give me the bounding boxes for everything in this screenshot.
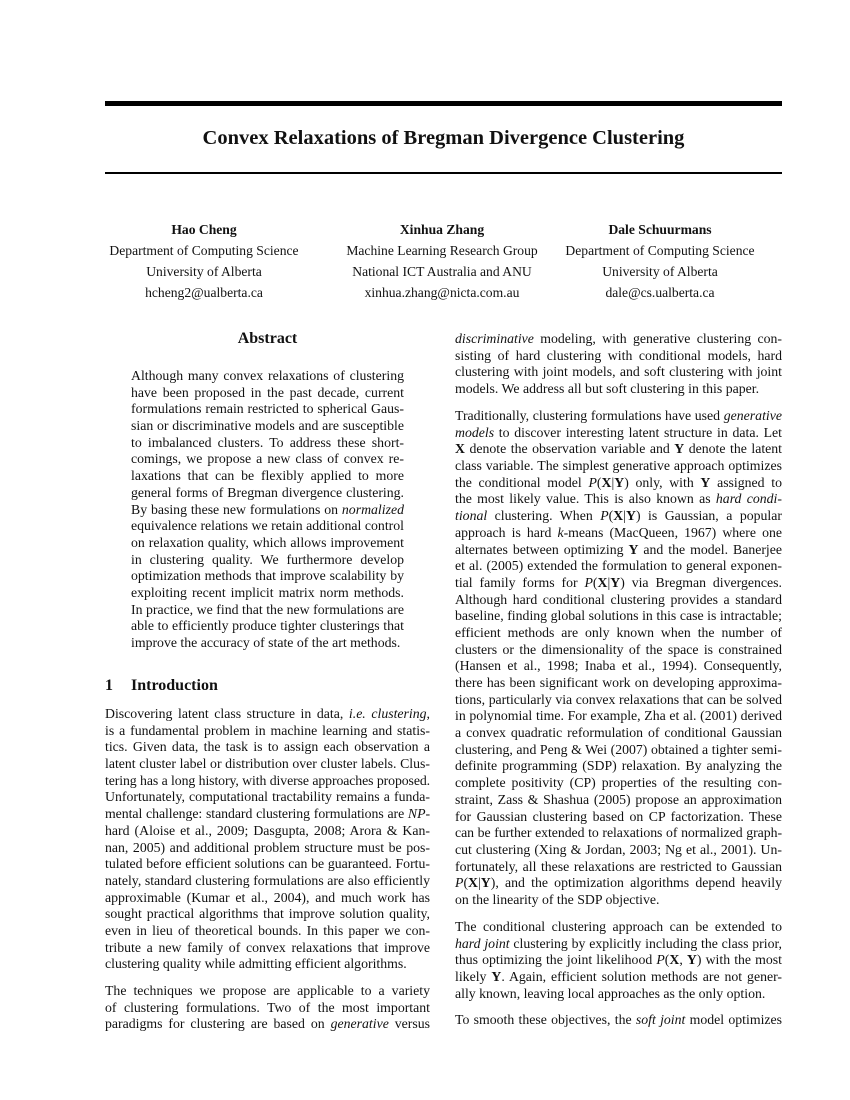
- text-line: [455, 825, 782, 842]
- text-line: [455, 952, 782, 969]
- text-run: baseline, finding global solutions in this case is intractable;: [455, 608, 782, 624]
- text-run: ), and the optimization algorithms depend heavily: [490, 875, 782, 891]
- author-institution: National ICT Australia and ANU: [352, 264, 532, 279]
- text-run: definite programming (SDP) relaxation. By analyzing the: [455, 758, 782, 774]
- bold-symbol: Y: [674, 441, 685, 457]
- title-top-rule: [105, 101, 782, 106]
- text-run: |: [623, 508, 626, 524]
- text-run: on the linearity of the SDP objective.: [455, 891, 660, 907]
- text-line: [105, 890, 430, 907]
- italic-text: hard joint: [455, 935, 510, 951]
- text-line: [455, 758, 782, 775]
- text-line: [105, 789, 430, 806]
- text-run: efficient methods are only known when the number of: [455, 624, 782, 640]
- text-line: [131, 401, 404, 418]
- text-run: exploiting recent implicit matrix norm methods.: [131, 584, 404, 600]
- text-run: tial family forms for: [455, 574, 585, 590]
- text-run: approximable (Kumar et al., 2004), and much work has: [105, 889, 430, 905]
- text-run: on relaxation quality, which allows improvement: [131, 534, 404, 550]
- text-run: nan, 2005) and additional problem structure must be pos-: [105, 839, 430, 855]
- body-paragraph: [455, 1012, 782, 1029]
- text-line: [105, 1016, 430, 1033]
- text-run: ,: [679, 952, 687, 968]
- text-line: [105, 739, 430, 756]
- text-line: [455, 936, 782, 953]
- text-run: |: [478, 875, 481, 891]
- text-line: [455, 809, 782, 826]
- text-line: [455, 491, 782, 508]
- text-run: for Gaussian clustering based on CP factorization. These: [455, 808, 782, 824]
- text-run: clustering with joint models, and soft clustering with joint: [455, 364, 782, 380]
- abstract-paragraph: [131, 368, 404, 652]
- text-line: [455, 859, 782, 876]
- text-line: [455, 364, 782, 381]
- bold-symbol: X: [613, 508, 624, 524]
- text-run: . Again, efficient solution methods are not gener-: [501, 969, 783, 985]
- text-run: have been proposed in the past decade, current: [131, 384, 404, 400]
- text-run: models. We address all but soft clustering in this paper.: [455, 381, 760, 397]
- author-email[interactable]: dale@cs.ualberta.ca: [605, 285, 715, 300]
- author-name: Xinhua Zhang: [399, 222, 485, 237]
- text-run: |: [611, 474, 615, 490]
- italic-text: generative: [723, 408, 782, 423]
- text-run: in polynomial time. For example, Zha et al. (2001) derived: [455, 708, 782, 724]
- text-run: nately, standard clustering formulations are also efficiently: [105, 872, 430, 888]
- math-symbol: P: [600, 508, 609, 524]
- text-line: [455, 408, 782, 425]
- text-run: Traditionally, clustering formulations have used: [455, 408, 724, 423]
- text-run: ) is Gaussian, a popular: [635, 508, 782, 524]
- text-line: [131, 618, 404, 635]
- text-line: [131, 418, 404, 435]
- bold-symbol: X: [597, 574, 608, 590]
- author-email[interactable]: xinhua.zhang@nicta.com.au: [364, 285, 520, 300]
- text-run: latent cluster label or distribution over cluster labels. Clus-: [105, 756, 430, 772]
- text-run: thus optimizing the joint likelihood: [455, 952, 657, 968]
- text-line: [105, 806, 430, 823]
- text-line: [455, 658, 782, 675]
- text-run: model optimizes: [685, 1012, 783, 1027]
- italic-text: models: [455, 424, 495, 440]
- introduction-heading: [105, 676, 218, 696]
- text-run: sisting of hard clustering with conditional models, hard: [455, 347, 782, 363]
- text-line: [105, 906, 430, 923]
- text-run: cut clustering (Xing & Jordan, 2003; Ng et al., 2001). Un-: [455, 841, 782, 857]
- body-paragraph: [105, 983, 430, 1033]
- text-run: mental challenge: standard clustering formulations are: [105, 806, 408, 822]
- text-run: (: [608, 508, 614, 524]
- text-run: By basing these new formulations on: [131, 501, 342, 517]
- text-line: [455, 642, 782, 659]
- text-run: there has been significant work on developing approxima-: [455, 675, 782, 690]
- text-run: approach is hard: [455, 524, 558, 540]
- text-run: formulations remain restricted to spherical Gaus-: [131, 401, 404, 417]
- author-block: [94, 219, 314, 303]
- text-line: [131, 568, 404, 585]
- text-run: to discover interesting latent structure in data. Let: [494, 424, 782, 440]
- text-run: modeling, with generative clustering con-: [533, 331, 782, 346]
- text-run: able to efficiently produce tighter clusterings that: [131, 618, 404, 634]
- italic-text: hard condi-: [715, 491, 782, 507]
- text-run: denote the observation variable and: [464, 441, 675, 457]
- italic-text: NP: [407, 806, 426, 822]
- text-line: [131, 451, 404, 468]
- text-run: paradigms for clustering are based on: [105, 1016, 331, 1032]
- text-line: [455, 381, 782, 398]
- text-line: [105, 823, 430, 840]
- text-line: [455, 892, 782, 909]
- text-run: sian or discriminative models and are susceptible: [131, 418, 404, 434]
- section-title: Introduction: [131, 677, 218, 694]
- text-line: [455, 475, 782, 492]
- italic-text: discriminative: [455, 331, 534, 346]
- text-run: tering has a long history, with diverse approaches proposed.: [105, 772, 430, 788]
- italic-text: tional: [455, 508, 488, 524]
- text-run: ) only, with: [624, 474, 701, 490]
- text-run: even in lieu of theoretical bounds. In this paper we con-: [105, 922, 430, 938]
- text-run: (: [463, 875, 469, 891]
- bold-symbol: Y: [700, 474, 711, 490]
- text-run: of clustering formulations. Two of the most important: [105, 999, 430, 1015]
- text-run: tions, particularly via convex relaxations that can be solved: [455, 691, 782, 707]
- text-line: [131, 368, 404, 385]
- text-run: optimization methods that improve scalability by: [131, 568, 404, 584]
- text-line: [131, 635, 404, 652]
- author-affiliation: Department of Computing Science: [109, 243, 299, 258]
- text-run: tulated before efficient solutions can be guaranteed. Fortu-: [105, 856, 430, 872]
- text-line: [455, 986, 782, 1003]
- bold-symbol: Y: [628, 541, 639, 557]
- text-line: [455, 458, 782, 475]
- text-line: [105, 756, 430, 773]
- text-run: -: [425, 806, 430, 822]
- math-symbol: k: [557, 524, 564, 540]
- text-line: [455, 542, 782, 559]
- text-run: a convex quadratic reformulation of conditional Gaussian: [455, 725, 782, 741]
- text-line: [455, 592, 782, 609]
- text-line: [455, 708, 782, 725]
- author-affiliation: Machine Learning Research Group: [346, 243, 538, 258]
- body-paragraph: [455, 408, 782, 909]
- text-run: clustering, and Peng & Wei (2007) obtained a tighter semi-: [455, 741, 782, 757]
- text-line: [105, 706, 430, 723]
- author-block: [332, 219, 552, 303]
- bold-symbol: Y: [610, 574, 621, 590]
- text-run: alternates between optimizing: [455, 541, 629, 557]
- math-symbol: P: [656, 952, 665, 968]
- text-run: class variable. The simplest generative approach optimizes: [455, 458, 782, 474]
- text-run: hard (Aloise et al., 2009; Dasgupta, 2008; Arora & Kan-: [105, 822, 430, 838]
- author-email[interactable]: hcheng2@ualberta.ca: [145, 285, 263, 300]
- text-run: straint, Zass & Shashua (2005) propose an approximation: [455, 791, 782, 807]
- text-run: to imbalanced clusters. To address these short-: [131, 434, 404, 450]
- text-run: clustering. When: [487, 508, 601, 524]
- italic-text: soft joint: [635, 1012, 686, 1027]
- text-run: general forms of Bregman divergence clustering.: [131, 484, 404, 500]
- italic-text: normalized: [341, 501, 404, 517]
- text-run: the conditional model: [455, 474, 589, 490]
- text-run: ,: [426, 706, 430, 721]
- text-line: [131, 468, 404, 485]
- text-line: [455, 1012, 782, 1029]
- text-line: [105, 983, 430, 1000]
- text-line: [455, 425, 782, 442]
- author-name: Dale Schuurmans: [608, 222, 712, 237]
- text-line: [455, 625, 782, 642]
- body-paragraph: [455, 331, 782, 398]
- body-paragraph: [105, 706, 430, 973]
- text-line: [131, 585, 404, 602]
- author-block: [550, 219, 770, 303]
- bold-symbol: X: [601, 474, 612, 490]
- bold-symbol: X: [468, 875, 479, 891]
- italic-text: generative: [330, 1016, 389, 1032]
- author-affiliation: Department of Computing Science: [565, 243, 755, 258]
- text-line: [105, 856, 430, 873]
- text-run: tribute a new family of convex relaxations that improve: [105, 939, 430, 955]
- text-line: [131, 385, 404, 402]
- text-line: [455, 875, 782, 892]
- text-run: To smooth these objectives, the: [455, 1012, 636, 1027]
- math-symbol: P: [588, 474, 597, 490]
- text-line: [131, 552, 404, 569]
- text-run: (: [664, 952, 670, 968]
- text-run: equivalence relations we retain additional control: [131, 518, 404, 534]
- math-symbol: P: [455, 875, 464, 891]
- text-run: Unfortunately, computational tractability remains a funda-: [105, 789, 430, 805]
- text-line: [455, 792, 782, 809]
- text-run: clusters or the dimensionality of the space is constrained: [455, 641, 782, 657]
- text-run: (Hansen et al., 1998; Inaba et al., 1994). Consequently,: [455, 658, 782, 674]
- text-run: comings, we propose a new class of convex re-: [131, 451, 404, 467]
- text-run: The techniques we propose are applicable to a variety: [105, 983, 430, 998]
- body-paragraph: [455, 919, 782, 1002]
- text-line: [455, 558, 782, 575]
- text-line: [105, 923, 430, 940]
- text-line: [455, 842, 782, 859]
- text-line: [131, 518, 404, 535]
- author-name: Hao Cheng: [171, 222, 237, 237]
- text-line: [105, 873, 430, 890]
- abstract-heading: Abstract: [237, 330, 298, 347]
- text-line: [131, 502, 404, 519]
- bold-symbol: Y: [686, 952, 697, 968]
- text-line: [105, 956, 430, 973]
- text-line: [455, 919, 782, 936]
- text-line: [455, 525, 782, 542]
- author-institution: University of Alberta: [602, 264, 718, 279]
- text-line: [131, 602, 404, 619]
- text-run: The conditional clustering approach can be extended to: [455, 919, 782, 934]
- text-run: complete positivity (CP) properties of the resulting con-: [455, 775, 782, 791]
- text-run: clustering by explicitly including the class prior,: [509, 935, 782, 951]
- text-run: sought practical algorithms that improve solution quality,: [105, 906, 430, 922]
- paper-title: Convex Relaxations of Bregman Divergence Clustering: [202, 127, 685, 149]
- text-run: |: [607, 574, 611, 590]
- text-line: [131, 435, 404, 452]
- text-run: denote the latent: [684, 441, 783, 457]
- text-run: In practice, we find that the new formulations are: [131, 601, 404, 617]
- text-line: [455, 675, 782, 692]
- text-line: [105, 723, 430, 740]
- text-run: -means (MacQueen, 1967) where one: [563, 524, 782, 540]
- text-run: Although hard conditional clustering provides a standard: [455, 591, 782, 607]
- text-run: improve the accuracy of state of the art methods.: [131, 635, 401, 650]
- bold-symbol: Y: [625, 508, 636, 524]
- text-run: fortunately, all these relaxations are restricted to Gaussian: [455, 858, 782, 874]
- text-run: and the model. Banerjee: [638, 541, 783, 557]
- bold-symbol: X: [455, 441, 465, 457]
- text-line: [455, 692, 782, 709]
- text-run: ally known, leaving local approaches as the only option.: [455, 985, 766, 1001]
- text-run: ) with the most: [696, 952, 782, 968]
- text-line: [105, 840, 430, 857]
- text-run: can be further extended to relaxations of normalized graph-: [455, 825, 782, 841]
- math-symbol: P: [584, 574, 593, 590]
- text-run: the most likely value. This is also known as: [455, 491, 716, 507]
- text-line: [131, 485, 404, 502]
- italic-text: i.e. clustering: [348, 706, 427, 721]
- text-run: laxations that can be flexibly applied to more: [131, 468, 404, 484]
- bold-symbol: X: [669, 952, 680, 968]
- text-line: [455, 608, 782, 625]
- bold-symbol: Y: [480, 875, 491, 891]
- bold-symbol: Y: [614, 474, 625, 490]
- text-line: [131, 535, 404, 552]
- text-line: [455, 725, 782, 742]
- author-institution: University of Alberta: [146, 264, 262, 279]
- text-line: [455, 331, 782, 348]
- text-line: [455, 969, 782, 986]
- text-line: [105, 1000, 430, 1017]
- text-line: [455, 508, 782, 525]
- text-line: [105, 940, 430, 957]
- title-bottom-rule: [105, 172, 782, 174]
- text-run: (: [596, 474, 602, 490]
- text-run: Discovering latent class structure in data,: [105, 706, 349, 721]
- text-run: likely: [455, 969, 492, 985]
- text-run: Although many convex relaxations of clustering: [131, 368, 404, 383]
- text-run: in clustering quality. We furthermore develop: [131, 551, 404, 567]
- text-line: [455, 348, 782, 365]
- text-line: [455, 441, 782, 458]
- text-run: assigned to: [710, 474, 782, 490]
- text-line: [105, 773, 430, 790]
- bold-symbol: Y: [491, 969, 502, 985]
- text-run: clustering quality while admitting efficient algorithms.: [105, 956, 407, 972]
- text-run: ) via Bregman divergences.: [620, 574, 782, 590]
- text-run: is a fundamental problem in machine learning and statis-: [105, 722, 430, 738]
- text-run: tics. Given data, the task is to assign each observation a: [105, 739, 430, 755]
- text-line: [455, 742, 782, 759]
- text-line: [455, 775, 782, 792]
- text-line: [455, 575, 782, 592]
- section-number: 1: [105, 677, 113, 694]
- text-run: (: [592, 574, 598, 590]
- text-run: versus: [388, 1016, 431, 1032]
- text-run: et al. (2005) extended the formulation to general exponen-: [455, 558, 782, 574]
